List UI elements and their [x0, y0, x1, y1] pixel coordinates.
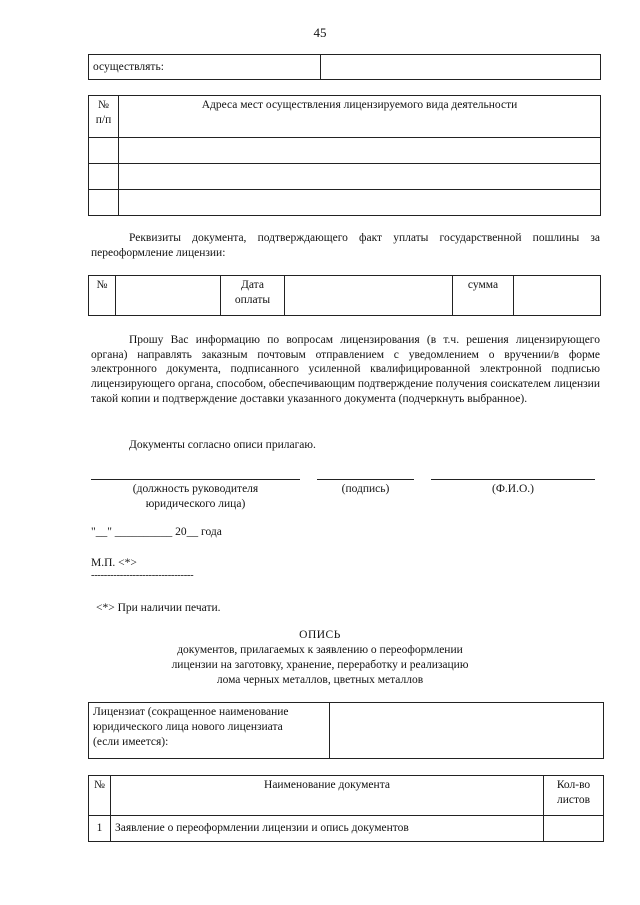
documents-table — [88, 775, 604, 842]
payment-date-label: Дата оплаты — [221, 276, 285, 316]
payment-sum-label: сумма — [453, 276, 514, 316]
address-num-cell — [89, 190, 119, 216]
addresses-header-row — [89, 96, 601, 138]
licensee-table — [88, 702, 604, 759]
position-signature-line — [91, 479, 300, 480]
address-num-cell — [89, 164, 119, 190]
signature-caption: (подпись) — [341, 483, 390, 495]
fee-paragraph: Реквизиты документа, подтверждающего факт уплаты государственной пошлины за переоформление лицензии: — [91, 232, 600, 259]
table-row — [89, 190, 601, 216]
licensee-value — [330, 703, 604, 759]
activity-label: осуществлять: — [89, 55, 321, 80]
documents-header-name: Наименование документа — [111, 776, 544, 816]
address-cell — [119, 190, 601, 216]
footnote: <*> При наличии печати. — [96, 602, 221, 614]
documents-header-row — [89, 776, 604, 816]
table-row — [89, 816, 604, 842]
address-cell — [119, 164, 601, 190]
table-row — [89, 164, 601, 190]
signature-line — [317, 479, 414, 480]
seal-mark: М.П. <*> — [91, 557, 137, 569]
payment-number-value — [116, 276, 221, 316]
addresses-table — [88, 95, 601, 216]
payment-table — [88, 275, 601, 316]
documents-header-sheets: Кол-во листов — [544, 776, 604, 816]
document-num-cell: 1 — [89, 816, 111, 842]
inventory-title: ОПИСЬ — [299, 629, 341, 641]
date-line: "__" __________ 20__ года — [91, 526, 222, 538]
page-number: 45 — [313, 25, 327, 40]
address-num-cell — [89, 138, 119, 164]
documents-header-num: № — [89, 776, 111, 816]
footnote-rule: -------------------------------- — [91, 570, 194, 581]
activity-value — [321, 55, 601, 80]
document-name-cell: Заявление о переоформлении лицензии и опись документов — [111, 816, 544, 842]
position-caption: (должность руководителя юридического лица) — [132, 483, 259, 510]
payment-date-value — [285, 276, 453, 316]
licensee-label: Лицензиат (сокращенное наименование юридического лица нового лицензиата (если имеется): — [89, 703, 330, 759]
name-caption: (Ф.И.О.) — [492, 483, 534, 495]
request-paragraph: Прошу Вас информацию по вопросам лицензирования (в т.ч. решения лицензирующего органа) направлять заказным почтовым отправлением с уведомлением о вручении/в форме электронного документа, подписанного усиленной квалифицированной электронной подписью лицензирующего органа, способом, обеспечивающим подтверждение получения соискателем лицензии такой копии и подтверждение доставки указанного документа (подчеркнуть выбранное). — [91, 334, 600, 405]
payment-sum-value — [514, 276, 601, 316]
payment-number-label: № — [89, 276, 116, 316]
addresses-header-num: № п/п — [89, 96, 119, 138]
table-row — [89, 138, 601, 164]
inventory-subtitle: документов, прилагаемых к заявлению о переоформлении лицензии на заготовку, хранение, переработку и реализацию лома черных металлов, цветных металлов — [171, 644, 469, 686]
enclosure-text: Документы согласно описи прилагаю. — [129, 439, 316, 451]
document-sheets-cell — [544, 816, 604, 842]
address-cell — [119, 138, 601, 164]
activity-table — [88, 54, 601, 80]
addresses-header-address: Адреса мест осуществления лицензируемого вида деятельности — [119, 96, 601, 138]
name-signature-line — [431, 479, 595, 480]
